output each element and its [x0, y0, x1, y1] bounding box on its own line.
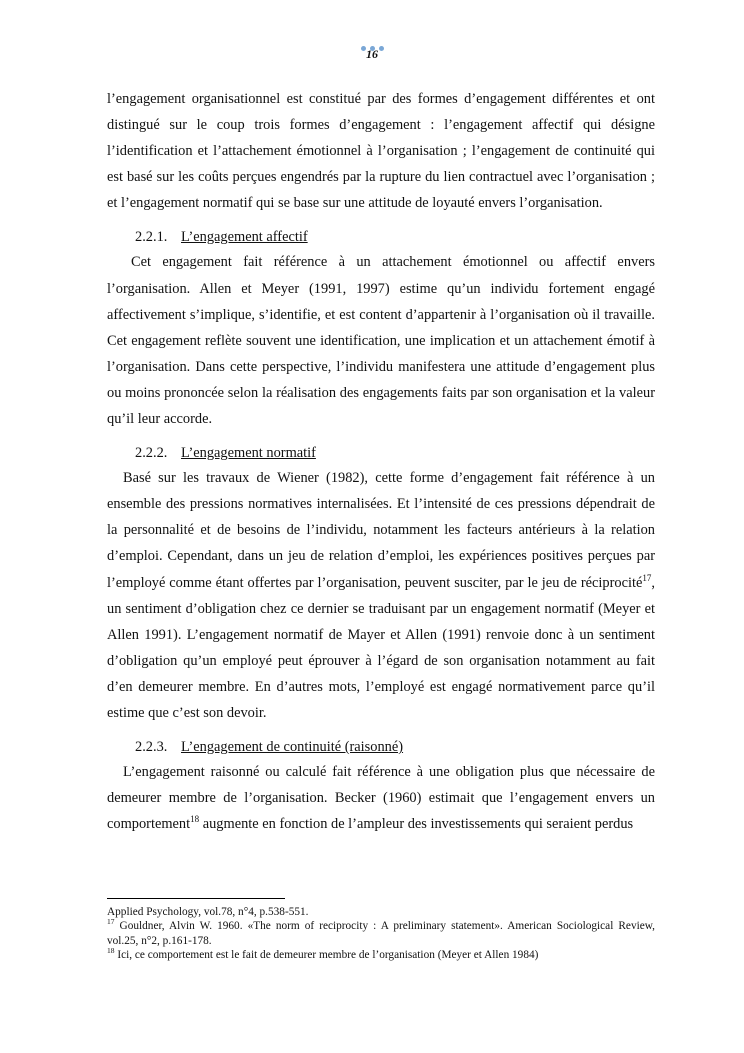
- continuite-paragraph: [107, 759, 655, 837]
- footnote-17: [107, 919, 655, 948]
- document-body: [107, 86, 655, 837]
- footnote-continuation: Applied Psychology, vol.78, n°4, p.538-551.: [107, 906, 309, 918]
- footnote-ref-17: 17: [642, 572, 652, 583]
- section-title: L’engagement normatif: [181, 445, 316, 462]
- footnotes: [107, 898, 655, 962]
- footnote-text: Gouldner, Alvin W. 1960. «The norm of reciprocity : A preliminary statement». American Sociological Review, vol.25, n°2, p.161-178.: [107, 920, 655, 947]
- section-title: L’engagement de continuité (raisonné): [181, 739, 404, 756]
- intro-paragraph: l’engagement organisationnel est constitué par des formes d’engagement différentes et ont distingué sur le coup trois formes d’engagement : l’engagement affectif qui désigne l’identification et l’attachement émotionnel à l’organisation ; l’engagement de continuité qui est basé sur les coûts perçues engendrés par la rupture du lien contractuel avec l’organisation ; et l’engagement normatif qui se base sur une attitude de loyauté envers l’organisation.: [107, 91, 655, 212]
- section-number: 2.2.1.: [135, 229, 168, 246]
- affectif-paragraph: Cet engagement fait référence à un attachement émotionnel ou affectif envers l’organisation. Allen et Meyer (1991, 1997) estime qu’un individu fortement engagé affectivement s’implique, s’identifie, et est content d’appartenir à l’organisation où il travaille. Cet engagement reflète souvent une identification, une implication et un attachement émotif à l’organisation. Dans cette perspective, l’individu manifestera une attitude d’engagement plus ou moins prononcée selon la réalisation des engagements faits par son organisation et la valeur qu’il leur accorde.: [107, 254, 655, 428]
- footnote-number: 18: [107, 946, 115, 956]
- section-heading-affectif: [135, 225, 655, 249]
- section-heading-normatif: [135, 441, 655, 465]
- normatif-paragraph: [107, 465, 655, 726]
- footnote-18: [107, 948, 655, 962]
- footnote-text: Ici, ce comportement est le fait de demeurer membre de l’organisation (Meyer et Allen 1984): [114, 948, 539, 961]
- footnote-ref-18: 18: [190, 814, 200, 825]
- section-number: 2.2.3.: [135, 739, 168, 756]
- section-number: 2.2.2.: [135, 445, 168, 462]
- continuite-text-part1: L’engagement raisonné ou calculé fait référence à une obligation plus que nécessaire de demeurer membre de l’organisation. Becker (1960) estimait que l’engagement envers un comportement: [107, 764, 655, 833]
- page-number: 16: [366, 47, 378, 61]
- normatif-text-part2: , un sentiment d’obligation chez ce dernier se traduisant par un engagement normatif (Meyer et Allen 1991). L’engagement normatif de Mayer et Allen (1991) renvoie donc à un sentiment d’obligation qu’un employé peut éprouver à l’égard de son organisation notamment au fait d’en demeurer membre. En d’autres mots, l’employé est engagé normativement parce qu’il estime que c’est son devoir.: [107, 574, 655, 721]
- footnote-divider: [107, 898, 285, 899]
- section-heading-continuite: [135, 735, 655, 759]
- continuite-text-part2: augmente en fonction de l’ampleur des investissements qui seraient perdus: [199, 816, 634, 833]
- footnote-number: 17: [107, 917, 115, 927]
- normatif-text-part1: Basé sur les travaux de Wiener (1982), cette forme d’engagement fait référence à un ensemble des pressions normatives internalisées. Et l’intensité de ces pressions dépendrait de la personnalité et de besoins de l’individu, notamment les facteurs antérieurs à la relation d’emploi. Cependant, dans un jeu de relation d’emploi, les expériences positives perçues par l’employé comme étant offertes par l’organisation, peuvent susciter, par le jeu de réciprocité: [107, 470, 655, 591]
- section-title: L’engagement affectif: [181, 229, 308, 246]
